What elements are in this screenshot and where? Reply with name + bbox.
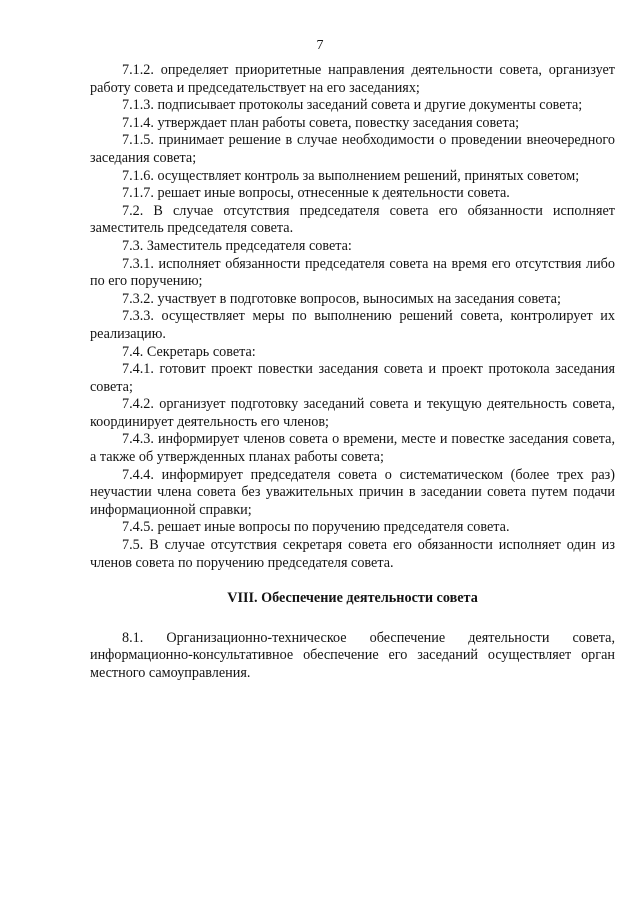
paragraph: 7.1.3. подписывает протоколы заседаний совета и другие документы совета; [122, 97, 583, 114]
paragraph: 7.1.4. утверждает план работы совета, повестку заседания совета; [122, 114, 520, 131]
section-heading: VIII. Обеспечение деятельности совета [227, 590, 478, 607]
paragraph: 7.4.2. организует подготовку заседаний совета и текущую деятельность совета, координирует деятельность его членов; [90, 396, 615, 430]
paragraph: 7.4.4. информирует председателя совета о систематическом (более трех раз) неучастии члена совета без уважительных причин в заседании совета путем подачи информационной справки; [90, 466, 615, 518]
document-body [90, 62, 615, 683]
page-number: 7 [316, 38, 324, 53]
paragraph: 7.5. В случае отсутствия секретаря совета его обязанности исполняет один из членов совета по поручению председателя совета. [90, 537, 615, 571]
paragraph: 7.3.2. участвует в подготовке вопросов, выносимых на заседания совета; [122, 290, 561, 307]
paragraph: 7.4.3. информирует членов совета о времени, месте и повестке заседания совета, а также об утвержденных планах работы совета; [90, 431, 615, 466]
paragraph: 7.1.7. решает иные вопросы, отнесенные к деятельности совета. [122, 185, 510, 202]
paragraph: 7.4. Секретарь совета: [122, 343, 256, 360]
paragraph: 7.1.6. осуществляет контроль за выполнением решений, принятых советом; [122, 167, 580, 184]
paragraph: 7.1.5. принимает решение в случае необходимости о проведении внеочередного заседания совета; [90, 132, 615, 166]
paragraph: 7.4.5. решает иные вопросы по поручению председателя совета. [122, 519, 510, 536]
paragraph: 7.1.2. определяет приоритетные направления деятельности совета, организует работу совета и председательствует на его заседаниях; [90, 62, 615, 96]
paragraph: 8.1. Организационно-техническое обеспечение деятельности совета, информационно-консультативное обеспечение его заседаний осуществляет орган местного самоуправления. [90, 629, 615, 681]
paragraph: 7.3.1. исполняет обязанности председателя совета на время его отсутствия либо по его поручению; [90, 255, 615, 290]
paragraph: 7.4.1. готовит проект повестки заседания совета и проект протокола заседания совета; [90, 361, 615, 395]
paragraph: 7.3.3. осуществляет меры по выполнению решений совета, контролирует их реализацию. [90, 308, 615, 342]
paragraph: 7.2. В случае отсутствия председателя совета его обязанности исполняет заместитель председателя совета. [90, 202, 615, 237]
paragraph: 7.3. Заместитель председателя совета: [122, 237, 352, 254]
